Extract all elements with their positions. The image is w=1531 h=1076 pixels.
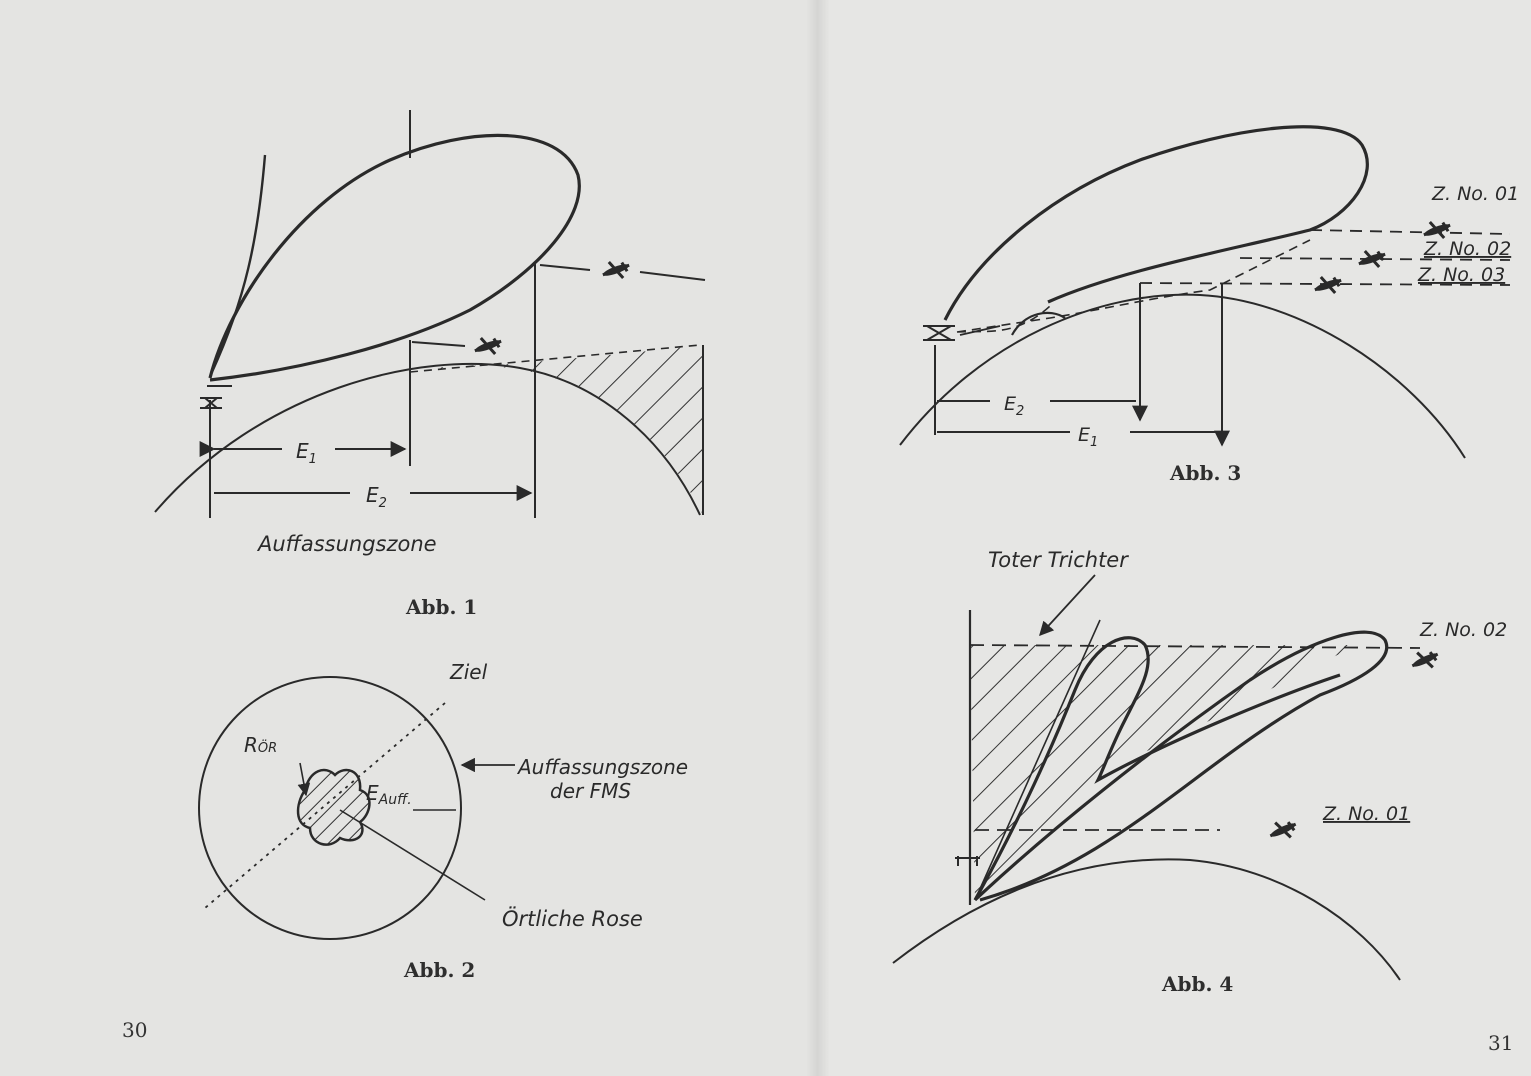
fig1-zone-label: Auffassungszone (258, 532, 437, 556)
fig2-e-label: $E_{Auff.}$ (366, 781, 412, 808)
earth-curve (900, 295, 1465, 458)
fig2-rose-label: Örtliche Rose (502, 907, 643, 931)
figure-2 (199, 677, 515, 939)
fig1-e2-label: $E_2$ (366, 483, 387, 511)
fig4-target2: Z. No. 02 (1420, 619, 1508, 641)
fig2-zone-label-2: der FMS (550, 779, 632, 803)
figure-4 (893, 575, 1442, 980)
fig4-funnel-label: Toter Trichter (988, 548, 1128, 572)
fig3-e1-label: $E_1$ (1078, 424, 1099, 450)
fig2-caption: Abb. 2 (404, 958, 476, 982)
fig4-caption: Abb. 4 (1162, 972, 1234, 996)
antenna-symbol (955, 856, 980, 866)
fig1-e1-label: $E_1$ (296, 439, 317, 467)
fig3-e2-label: $E_2$ (1004, 393, 1025, 419)
radar-lobe (210, 135, 579, 380)
figure-1 (155, 110, 705, 518)
antenna-symbol (923, 326, 955, 340)
radar-lobe (945, 127, 1367, 320)
figure-3 (900, 127, 1510, 458)
right-page-number: 31 (1488, 1031, 1514, 1055)
fig2-zone-label-1: Auffassungszone (518, 755, 689, 779)
fig3-target2: Z. No. 02 (1424, 238, 1512, 260)
hatched-dead-zone (410, 345, 703, 515)
fig1-caption: Abb. 1 (406, 595, 478, 619)
fig2-r-label: RÖR (244, 733, 278, 757)
fig3-target3: Z. No. 03 (1418, 264, 1506, 286)
fig2-target-label: Ziel (450, 660, 488, 684)
fig3-caption: Abb. 3 (1170, 461, 1242, 485)
fig4-target1: Z. No. 01 (1323, 803, 1411, 825)
dead-funnel-hatch (970, 645, 1360, 900)
left-page-number: 30 (122, 1018, 148, 1042)
local-rose (298, 770, 369, 845)
fig3-target1: Z. No. 01 (1432, 183, 1520, 205)
